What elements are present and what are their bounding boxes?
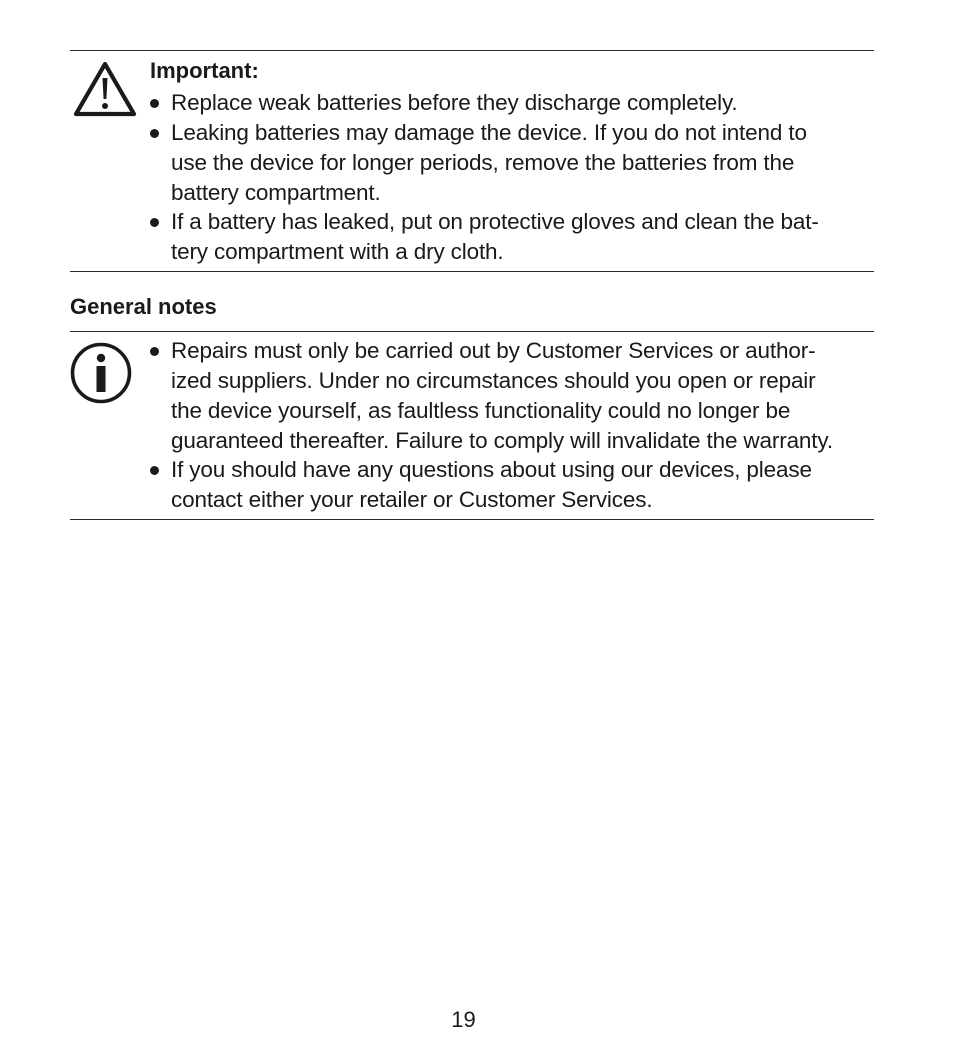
important-heading: Important: (150, 58, 259, 83)
list-item-text: the device yourself, as faultless functionality could no longer be (171, 398, 791, 423)
general-notes-heading: General notes (70, 294, 217, 319)
list-item-text: use the device for longer periods, remove the batteries from the (171, 150, 795, 175)
list-item-text: Repairs must only be carried out by Customer Services or author- (171, 338, 816, 363)
list-item-text: Replace weak batteries before they discharge completely. (171, 90, 738, 115)
list-item-text: tery compartment with a dry cloth. (171, 239, 504, 264)
bullet-dot (150, 218, 159, 227)
general-notes-top-rule (70, 331, 874, 332)
list-item-text: If you should have any questions about using our devices, please (171, 457, 812, 482)
bullet-dot (150, 99, 159, 108)
warning-triangle-icon (72, 60, 138, 118)
list-item-text: ized suppliers. Under no circumstances should you open or repair (171, 368, 816, 393)
bullet-dot (150, 466, 159, 475)
info-icon (69, 341, 133, 405)
bullet-dot (150, 347, 159, 356)
list-item-text: guaranteed thereafter. Failure to comply will invalidate the warranty. (171, 428, 833, 453)
list-item-text: battery compartment. (171, 180, 381, 205)
list-item-text: contact either your retailer or Customer Services. (171, 487, 653, 512)
list-item-text: Leaking batteries may damage the device. If you do not intend to (171, 120, 807, 145)
important-top-rule (70, 50, 874, 51)
bullet-dot (150, 129, 159, 138)
list-item-text: If a battery has leaked, put on protective gloves and clean the bat- (171, 209, 819, 234)
important-bottom-rule (70, 271, 874, 272)
page-number: 19 (451, 1007, 476, 1032)
general-notes-bottom-rule (70, 519, 874, 520)
